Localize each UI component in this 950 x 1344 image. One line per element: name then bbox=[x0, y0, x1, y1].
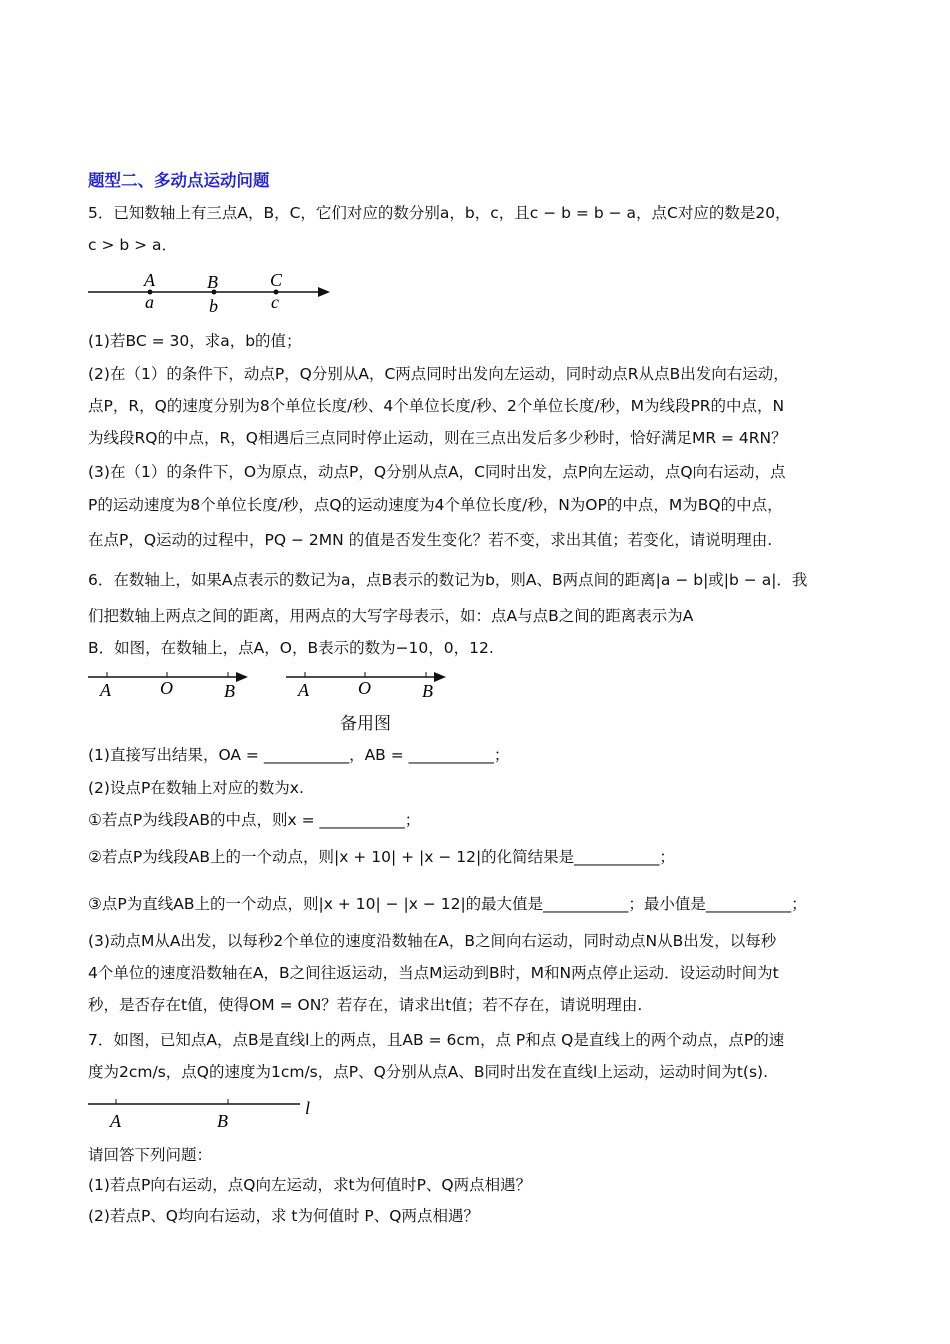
svg-text:l: l bbox=[305, 1098, 311, 1118]
arrow-icon bbox=[318, 287, 330, 297]
svg-text:O: O bbox=[160, 678, 173, 698]
point-label: A bbox=[144, 270, 155, 290]
q5-part: (2)在（1）的条件下，动点P，Q分别从A，C两点同时出发向左运动，同时动点R从点B出发向右运动， bbox=[88, 365, 789, 383]
arrow-icon bbox=[434, 672, 446, 682]
q5-line: c > b > a． bbox=[88, 236, 178, 254]
q6-part: (3)动点M从A出发，以每秒2个单位的速度沿数轴在A，B之间向右运动，同时动点N从B出发，以每秒 bbox=[88, 932, 777, 950]
q5-line: 5．已知数轴上有三点A，B，C，它们对应的数分别a，b，c，且c − b = b − a，点C对应的数是20， bbox=[88, 204, 791, 222]
q6-part: ①若点P为线段AB的中点，则x = ___________； bbox=[88, 811, 421, 829]
q6-number-lines bbox=[86, 664, 466, 704]
q6-line: 们把数轴上两点之间的距离，用两点的大写字母表示，如：点A与点B之间的距离表示为A bbox=[88, 607, 694, 625]
q6-part: (2)设点P在数轴上对应的数为x. bbox=[88, 779, 304, 797]
svg-text:A: A bbox=[100, 680, 111, 700]
q5-part: 在点P，Q运动的过程中，PQ − 2MN 的值是否发生变化？若不变，求出其值；若变化，请说明理由. bbox=[88, 531, 773, 549]
point-label: C bbox=[270, 270, 283, 290]
q7-part: (1)若点P向右运动，点Q向左运动，求t为何值时P、Q两点相遇？ bbox=[88, 1176, 532, 1194]
q5-part: (1)若BC = 30，求a，b的值； bbox=[88, 332, 302, 350]
svg-text:O: O bbox=[358, 678, 371, 698]
q6-line: 6．在数轴上，如果A点表示的数记为a，点B表示的数记为b，则A、B两点间的距离|a − b|或|b − a|．我 bbox=[88, 571, 808, 589]
value-label: c bbox=[271, 292, 279, 312]
q6-part: (1)直接写出结果，OA = ___________，AB = ___________； bbox=[88, 746, 510, 764]
section-title: 题型二、多动点运动问题 bbox=[88, 171, 270, 190]
svg-text:B: B bbox=[217, 1111, 228, 1131]
figure-caption: 备用图 bbox=[340, 714, 391, 734]
q7-part: (2)若点P、Q均向右运动，求 t为何值时 P、Q两点相遇？ bbox=[88, 1207, 479, 1225]
number-line bbox=[88, 672, 248, 701]
svg-text:B: B bbox=[224, 681, 235, 701]
q6-part: 秒，是否存在t值，使得OM = ON？若存在，请求出t值；若不存在，请说明理由. bbox=[88, 996, 643, 1014]
q7-prompt: 请回答下列问题： bbox=[88, 1146, 213, 1164]
q5-number-line bbox=[86, 266, 336, 316]
q6-part: 4个单位的速度沿数轴在A，B之间往返运动，当点M运动到B时，M和N两点停止运动．设运动时间为t bbox=[88, 964, 779, 982]
q5-part: (3)在（1）的条件下，O为原点，动点P，Q分别从点A，C同时出发，点P向左运动，点Q向右运动，点 bbox=[88, 463, 786, 481]
q7-line: 7．如图，已知点A，点B是直线l上的两点，且AB = 6cm，点 P和点 Q是直线上的两个动点，点P的速 bbox=[88, 1031, 785, 1049]
svg-text:A: A bbox=[110, 1111, 121, 1131]
point-label: B bbox=[207, 272, 218, 292]
q6-part: ③点P为直线AB上的一个动点，则|x + 10| − |x − 12|的最大值是___________；最小值是___________； bbox=[88, 895, 807, 913]
q5-part: 点P，R，Q的速度分别为8个单位长度/秒、4个单位长度/秒、2个单位长度/秒，M为线段PR的中点，N bbox=[88, 397, 785, 415]
arrow-icon bbox=[236, 672, 248, 682]
backup-number-line bbox=[286, 672, 446, 701]
q6-part: ②若点P为线段AB上的一个动点，则|x + 10| + |x − 12|的化简结果是___________； bbox=[88, 848, 675, 866]
q6-line: B．如图，在数轴上，点A，O，B表示的数为−10，0，12. bbox=[88, 639, 494, 657]
q7-line-figure bbox=[86, 1094, 326, 1134]
value-label: a bbox=[145, 292, 154, 312]
q7-line: 度为2cm/s，点Q的速度为1cm/s，点P、Q分别从点A、B同时出发在直线l上运动，运动时间为t(s). bbox=[88, 1063, 769, 1081]
value-label: b bbox=[209, 296, 218, 316]
svg-text:B: B bbox=[422, 681, 433, 701]
q5-part: P的运动速度为8个单位长度/秒，点Q的运动速度为4个单位长度/秒，N为OP的中点，M为BQ的中点， bbox=[88, 496, 783, 514]
svg-text:A: A bbox=[298, 680, 309, 700]
q5-part: 为线段RQ的中点，R，Q相遇后三点同时停止运动，则在三点出发后多少秒时，恰好满足MR = 4RN？ bbox=[88, 429, 787, 447]
